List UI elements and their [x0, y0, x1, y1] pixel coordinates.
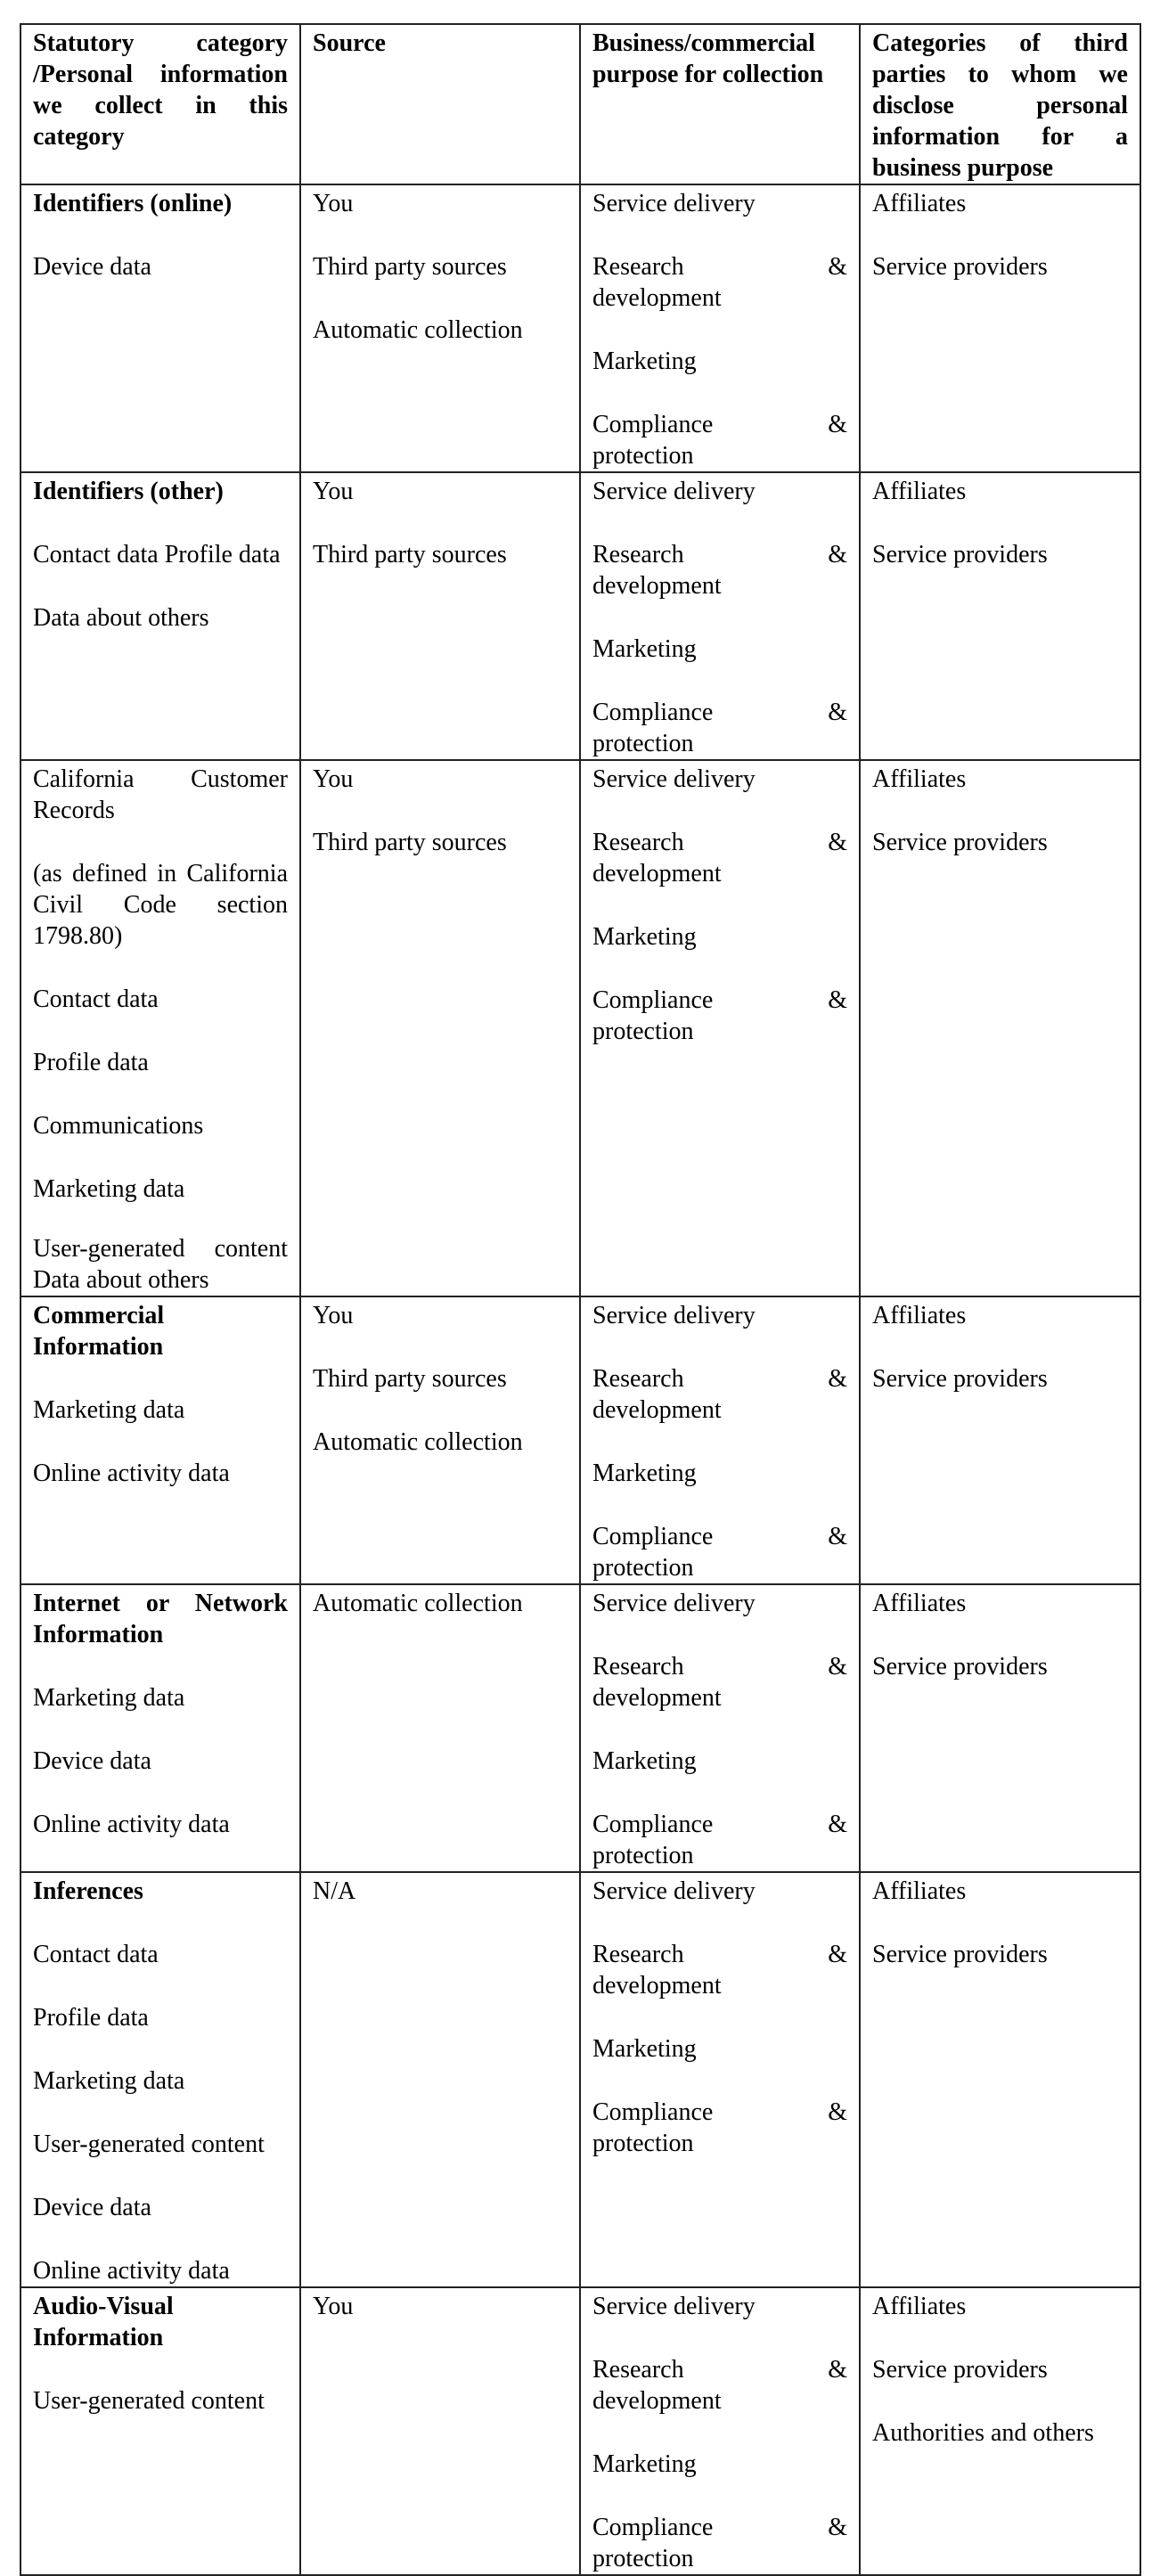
purpose-cell: [580, 1584, 860, 1872]
category-content: [33, 1297, 288, 1489]
source-item: You: [313, 765, 354, 793]
third-party-item: Affiliates: [872, 1302, 967, 1329]
purpose-ampersand: &: [828, 829, 847, 856]
purpose-compliance-protection: [592, 697, 847, 759]
purpose-protection-word: protection: [592, 1554, 694, 1582]
category-cell: [20, 1584, 300, 1872]
header-source-label: Source: [313, 29, 386, 57]
purpose-research-word: Research: [592, 1365, 684, 1393]
purpose-development-word: development: [592, 860, 722, 887]
third-party-cell: [860, 472, 1140, 760]
purpose-compliance-line: [592, 697, 847, 728]
purpose-marketing: Marketing: [592, 2035, 697, 2063]
category-content: [33, 1873, 288, 2286]
purpose-research-word: Research: [592, 253, 684, 281]
category-title: Inferences: [33, 1877, 143, 1905]
third-party-item: Service providers: [872, 2356, 1048, 2384]
purpose-cell: [580, 472, 860, 760]
third-party-cell: [860, 1584, 1140, 1872]
purpose-service-delivery: Service delivery: [592, 765, 756, 793]
source-cell: [300, 1872, 580, 2287]
category-title: California Customer Records: [33, 765, 288, 824]
purpose-research-word: Research: [592, 541, 684, 568]
source-item: Automatic collection: [313, 316, 523, 344]
purpose-content: [592, 2288, 847, 2574]
third-party-item: Affiliates: [872, 1877, 967, 1905]
header-third-parties-line: Categories of third: [872, 29, 1128, 57]
table-row: [20, 2287, 1140, 2575]
third-party-item: Affiliates: [872, 478, 967, 505]
purpose-service-delivery: Service delivery: [592, 190, 756, 217]
source-cell: [300, 1584, 580, 1872]
purpose-ampersand: &: [828, 253, 847, 281]
purpose-ampersand: &: [828, 1941, 847, 1968]
purpose-compliance-word: Compliance: [592, 1811, 714, 1838]
source-item: N/A: [313, 1877, 356, 1905]
purpose-compliance-line: [592, 2097, 847, 2128]
purpose-marketing: Marketing: [592, 2450, 697, 2478]
third-party-cell: [860, 184, 1140, 472]
header-purpose-line: purpose for collection: [592, 61, 824, 88]
purpose-compliance-line: [592, 2512, 847, 2543]
purpose-compliance-line: [592, 985, 847, 1016]
privacy-table-container: [20, 23, 1140, 2576]
header-category-line: /Personal information: [33, 61, 288, 88]
purpose-development-word: development: [592, 1684, 722, 1712]
source-item: You: [313, 2293, 354, 2320]
category-content: [33, 1585, 288, 1840]
purpose-development-word: development: [592, 2387, 722, 2415]
purpose-compliance-protection: [592, 1521, 847, 1583]
source-item: Third party sources: [313, 541, 507, 568]
third-party-item: Authorities and others: [872, 2419, 1094, 2447]
third-party-content: [872, 1873, 1128, 1970]
table-row: [20, 1584, 1140, 1872]
third-party-item: Affiliates: [872, 2293, 967, 2320]
category-item: Online activity data: [33, 1811, 230, 1838]
purpose-ampersand: &: [828, 2356, 847, 2384]
category-item: Data about others: [33, 604, 209, 632]
source-cell: [300, 472, 580, 760]
purpose-compliance-protection: [592, 2097, 847, 2159]
category-item: Profile data: [33, 2004, 149, 2032]
header-purpose-line: Business/commercial: [592, 29, 815, 57]
source-item: Third party sources: [313, 829, 507, 856]
third-party-content: [872, 761, 1128, 858]
source-item: Automatic collection: [313, 1590, 523, 1617]
source-item: Third party sources: [313, 1365, 507, 1393]
category-item: Contact data: [33, 985, 159, 1013]
header-category-line: Statutory category: [33, 29, 288, 57]
category-tail: [33, 1233, 288, 1296]
category-cell: [20, 760, 300, 1296]
category-title: Audio-Visual Information: [33, 2293, 174, 2351]
header-third-parties-line: information for a: [872, 123, 1128, 151]
purpose-protection-word: protection: [592, 1842, 694, 1869]
category-title: Commercial Information: [33, 1302, 165, 1361]
source-item: You: [313, 478, 354, 505]
purpose-research-line: [592, 539, 847, 570]
source-content: [313, 1585, 568, 1619]
source-content: [313, 761, 568, 858]
header-third-parties-line: parties to whom we: [872, 61, 1128, 88]
purpose-cell: [580, 2287, 860, 2575]
purpose-cell: [580, 1296, 860, 1584]
purpose-compliance-word: Compliance: [592, 1523, 714, 1550]
purpose-research-word: Research: [592, 2356, 684, 2384]
purpose-research-word: Research: [592, 1653, 684, 1681]
header-third-parties: [860, 24, 1140, 184]
category-item: Online activity data: [33, 2257, 230, 2285]
category-item: Data about others: [33, 1266, 209, 1294]
third-party-cell: [860, 1296, 1140, 1584]
category-cell: [20, 184, 300, 472]
table-row: [20, 760, 1140, 1296]
third-party-cell: [860, 2287, 1140, 2575]
table-row: [20, 184, 1140, 472]
header-third-parties-line: disclose personal: [872, 92, 1128, 119]
third-party-content: [872, 1297, 1128, 1394]
purpose-research-development: [592, 2354, 847, 2417]
purpose-compliance-line: [592, 1521, 847, 1552]
purpose-research-line: [592, 1651, 847, 1682]
purpose-protection-word: protection: [592, 2545, 694, 2572]
third-party-item: Service providers: [872, 1365, 1048, 1393]
purpose-ampersand: &: [828, 2098, 847, 2126]
category-item: Marketing data: [33, 1175, 185, 1203]
header-category: [20, 24, 300, 184]
purpose-ampersand: &: [828, 986, 847, 1014]
purpose-service-delivery: Service delivery: [592, 2293, 756, 2320]
purpose-research-development: [592, 251, 847, 314]
purpose-research-development: [592, 827, 847, 889]
purpose-service-delivery: Service delivery: [592, 1302, 756, 1329]
category-title: Identifiers (other): [33, 478, 224, 505]
purpose-marketing: Marketing: [592, 348, 697, 375]
category-item: User-generated content: [33, 2387, 265, 2415]
purpose-research-line: [592, 1939, 847, 1970]
third-party-item: Service providers: [872, 253, 1048, 281]
purpose-content: [592, 761, 847, 1047]
third-party-content: [872, 473, 1128, 570]
third-party-content: [872, 185, 1128, 282]
purpose-research-line: [592, 1363, 847, 1394]
category-content: [33, 761, 288, 1296]
purpose-compliance-line: [592, 1809, 847, 1840]
purpose-development-word: development: [592, 1396, 722, 1424]
category-item: User-generated content: [33, 1235, 288, 1263]
purpose-research-word: Research: [592, 829, 684, 856]
category-item: Marketing data: [33, 2067, 185, 2095]
third-party-content: [872, 1585, 1128, 1682]
purpose-service-delivery: Service delivery: [592, 1590, 756, 1617]
table-row: [20, 1872, 1140, 2287]
third-party-item: Affiliates: [872, 1590, 967, 1617]
purpose-marketing: Marketing: [592, 923, 697, 951]
purpose-compliance-protection: [592, 1809, 847, 1871]
category-title: Internet or Network Information: [33, 1590, 288, 1648]
purpose-ampersand: &: [828, 1523, 847, 1550]
third-party-cell: [860, 760, 1140, 1296]
purpose-ampersand: &: [828, 1365, 847, 1393]
category-title: Identifiers (online): [33, 190, 233, 217]
purpose-compliance-protection: [592, 2512, 847, 2574]
header-purpose: [580, 24, 860, 184]
header-category-line: we collect in this: [33, 92, 288, 119]
source-cell: [300, 760, 580, 1296]
purpose-compliance-word: Compliance: [592, 2514, 714, 2541]
source-item: Automatic collection: [313, 1428, 523, 1456]
category-item: Device data: [33, 253, 151, 281]
purpose-content: [592, 1297, 847, 1583]
category-item: Marketing data: [33, 1396, 185, 1424]
third-party-item: Service providers: [872, 1941, 1048, 1968]
purpose-research-line: [592, 251, 847, 282]
header-third-parties-line: business purpose: [872, 154, 1054, 182]
source-content: [313, 185, 568, 346]
purpose-development-word: development: [592, 572, 722, 600]
purpose-ampersand: &: [828, 2514, 847, 2541]
purpose-marketing: Marketing: [592, 635, 697, 663]
purpose-content: [592, 1585, 847, 1871]
source-item: You: [313, 1302, 354, 1329]
source-content: [313, 1297, 568, 1458]
purpose-cell: [580, 184, 860, 472]
third-party-item: Affiliates: [872, 765, 967, 793]
category-content: [33, 185, 288, 282]
category-item: User-generated content: [33, 2130, 265, 2158]
purpose-development-word: development: [592, 1972, 722, 1999]
purpose-ampersand: &: [828, 1811, 847, 1838]
purpose-research-line: [592, 827, 847, 858]
purpose-research-word: Research: [592, 1941, 684, 1968]
third-party-item: Affiliates: [872, 190, 967, 217]
category-cell: [20, 1296, 300, 1584]
category-item: Device data: [33, 1747, 151, 1775]
purpose-research-development: [592, 1363, 847, 1426]
category-note: (as defined in California Civil Code section 1798.80): [33, 860, 288, 950]
third-party-item: Service providers: [872, 829, 1048, 856]
purpose-service-delivery: Service delivery: [592, 478, 756, 505]
table-header-row: [20, 24, 1140, 184]
category-cell: [20, 472, 300, 760]
purpose-development-word: development: [592, 284, 722, 312]
source-cell: [300, 184, 580, 472]
purpose-protection-word: protection: [592, 1018, 694, 1045]
category-cell: [20, 2287, 300, 2575]
category-item: Communications: [33, 1112, 204, 1140]
purpose-marketing: Marketing: [592, 1747, 697, 1775]
purpose-protection-word: protection: [592, 730, 694, 757]
source-content: [313, 473, 568, 570]
purpose-research-development: [592, 1651, 847, 1713]
third-party-item: Service providers: [872, 1653, 1048, 1681]
third-party-cell: [860, 1872, 1140, 2287]
purpose-service-delivery: Service delivery: [592, 1877, 756, 1905]
category-item: Online activity data: [33, 1460, 230, 1487]
purpose-ampersand: &: [828, 1653, 847, 1681]
source-content: [313, 2288, 568, 2322]
purpose-protection-word: protection: [592, 2130, 694, 2157]
purpose-content: [592, 473, 847, 759]
source-cell: [300, 1296, 580, 1584]
purpose-research-development: [592, 1939, 847, 2001]
purpose-compliance-word: Compliance: [592, 411, 714, 438]
purpose-compliance-line: [592, 409, 847, 440]
category-item: Profile data: [33, 1049, 149, 1076]
header-category-line: category: [33, 123, 125, 151]
purpose-protection-word: protection: [592, 442, 694, 470]
category-cell: [20, 1872, 300, 2287]
purpose-cell: [580, 760, 860, 1296]
purpose-ampersand: &: [828, 699, 847, 726]
category-item: Contact data Profile data: [33, 541, 281, 568]
purpose-content: [592, 185, 847, 471]
source-content: [313, 1873, 568, 1907]
purpose-research-line: [592, 2354, 847, 2385]
source-item: Third party sources: [313, 253, 507, 281]
third-party-content: [872, 2288, 1128, 2449]
category-item: Contact data: [33, 1941, 159, 1968]
purpose-compliance-protection: [592, 985, 847, 1047]
purpose-ampersand: &: [828, 541, 847, 568]
category-content: [33, 2288, 288, 2417]
personal-information-table: [20, 23, 1141, 2576]
source-item: You: [313, 190, 354, 217]
source-cell: [300, 2287, 580, 2575]
header-source: [300, 24, 580, 184]
purpose-ampersand: &: [828, 411, 847, 438]
purpose-compliance-word: Compliance: [592, 699, 714, 726]
purpose-compliance-word: Compliance: [592, 2098, 714, 2126]
category-item: Marketing data: [33, 1684, 185, 1712]
purpose-content: [592, 1873, 847, 2159]
category-content: [33, 473, 288, 634]
purpose-research-development: [592, 539, 847, 601]
table-row: [20, 472, 1140, 760]
category-item: Device data: [33, 2194, 151, 2221]
table-row: [20, 1296, 1140, 1584]
purpose-compliance-word: Compliance: [592, 986, 714, 1014]
purpose-cell: [580, 1872, 860, 2287]
purpose-compliance-protection: [592, 409, 847, 471]
purpose-marketing: Marketing: [592, 1460, 697, 1487]
third-party-item: Service providers: [872, 541, 1048, 568]
